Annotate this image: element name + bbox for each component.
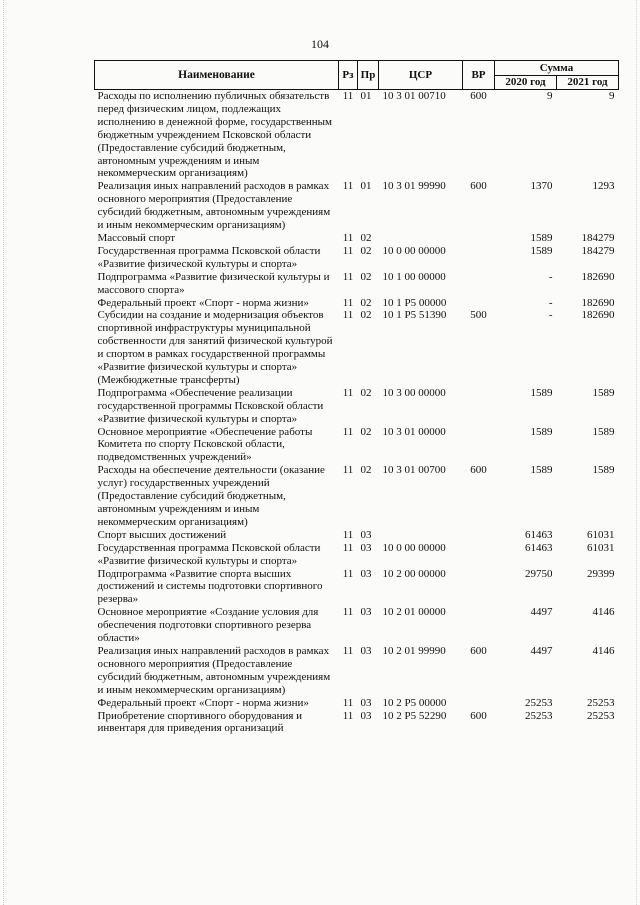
table-row — [95, 309, 619, 386]
header-year-2021: 2021 год — [557, 76, 619, 90]
row-csr: 10 1 P5 51390 — [382, 309, 447, 322]
header-sum: Сумма — [495, 61, 619, 76]
row-csr: 10 3 01 00000 — [382, 425, 446, 438]
row-vr: 600 — [470, 464, 487, 477]
row-csr: 10 1 00 00000 — [382, 270, 446, 283]
row-pr: 03 — [360, 567, 372, 580]
header-vr: ВР — [463, 61, 495, 90]
row-name: Массовый спорт — [97, 231, 176, 244]
row-csr: 10 0 00 00000 — [382, 541, 446, 554]
page-right-edge — [636, 0, 637, 905]
row-vr — [463, 568, 495, 607]
row-sum-2021: 61031 — [587, 528, 615, 541]
header-rz: Рз — [339, 61, 358, 90]
row-rz: 11 — [342, 244, 354, 257]
row-pr: 02 — [360, 425, 372, 438]
row-vr — [463, 426, 495, 465]
row-sum-2020: - — [548, 270, 553, 283]
row-name: Расходы на обеспечение деятельности (оказание услуг) государственных учреждений (Предоставление субсидий бюджетным, автономным учреждениям и иным некоммерческим организациям) — [97, 464, 325, 528]
row-name: Государственная программа Псковской области «Развитие физической культуры и спорта» — [97, 244, 321, 270]
row-pr: 02 — [360, 231, 372, 244]
row-name: Подпрограмма «Развитие спорта высших достижений и системы подготовки спортивного резерва» — [97, 567, 323, 606]
row-pr: 02 — [360, 296, 372, 309]
row-name: Спорт высших достижений — [97, 528, 227, 541]
row-sum-2021: 184279 — [581, 231, 615, 244]
row-rz: 11 — [342, 606, 354, 619]
row-sum-2020: 4497 — [530, 644, 553, 657]
row-name: Расходы по исполнению публичных обязательств перед физическим лицом, подлежащих исполнению в денежной форме, государственным бюджетным учреждением Псковской области (Предоставление субсидий бюджетным, автономным учреждениям и иным некоммерческим организациям) — [97, 90, 332, 180]
table-row — [95, 529, 619, 542]
page-left-edge — [3, 0, 4, 905]
row-csr — [379, 529, 463, 542]
header-pr: Пр — [358, 61, 379, 90]
row-sum-2021: 182690 — [581, 309, 615, 322]
row-pr: 03 — [360, 644, 372, 657]
row-csr: 10 3 01 99990 — [382, 180, 446, 193]
row-sum-2021: 29399 — [587, 567, 615, 580]
table-body — [95, 90, 619, 736]
table-row — [95, 245, 619, 271]
table-row — [95, 697, 619, 710]
table-row — [95, 297, 619, 310]
row-pr: 03 — [360, 528, 372, 541]
row-sum-2021: 4146 — [592, 644, 615, 657]
row-sum-2021: 1589 — [592, 464, 615, 477]
row-sum-2020: 29750 — [525, 567, 553, 580]
row-pr: 02 — [360, 244, 372, 257]
row-sum-2020: 1589 — [530, 464, 553, 477]
row-name: Субсидии на создание и модернизация объектов спортивной инфраструктуры муниципальной собственности для занятий физической культурой и спортом в рамках государственной программы «Развитие физической культуры и спорта» (Межбюджетные трансферты) — [97, 309, 333, 386]
row-rz: 11 — [342, 567, 354, 580]
row-sum-2020: - — [548, 296, 553, 309]
row-pr: 01 — [360, 180, 372, 193]
row-csr: 10 2 P5 52290 — [382, 709, 447, 722]
row-csr: 10 2 01 99990 — [382, 644, 446, 657]
row-csr: 10 2 01 00000 — [382, 606, 446, 619]
row-sum-2020: 1589 — [530, 231, 553, 244]
row-vr: 600 — [470, 709, 487, 722]
row-pr: 03 — [360, 541, 372, 554]
row-csr: 10 2 P5 00000 — [382, 696, 447, 709]
table-row — [95, 426, 619, 465]
row-rz: 11 — [342, 309, 354, 322]
row-vr — [463, 297, 495, 310]
row-csr: 10 2 00 00000 — [382, 567, 446, 580]
row-pr: 03 — [360, 696, 372, 709]
row-rz: 11 — [342, 464, 354, 477]
row-pr: 03 — [360, 606, 372, 619]
row-sum-2021: 1293 — [592, 180, 615, 193]
table-row — [95, 568, 619, 607]
row-rz: 11 — [342, 541, 354, 554]
row-sum-2021: 61031 — [587, 541, 615, 554]
row-sum-2021: 25253 — [587, 696, 615, 709]
table-row — [95, 645, 619, 697]
row-name: Подпрограмма «Обеспечение реализации государственной программы Псковской области «Развитие физической культуры и спорта» — [97, 386, 324, 425]
row-pr: 02 — [360, 270, 372, 283]
row-vr: 600 — [470, 90, 487, 102]
row-pr: 03 — [360, 709, 372, 722]
row-vr — [463, 529, 495, 542]
row-name: Подпрограмма «Развитие физической культуры и массового спорта» — [97, 270, 330, 296]
row-pr: 01 — [360, 90, 372, 102]
row-vr — [463, 542, 495, 568]
row-sum-2021: 25253 — [587, 709, 615, 722]
budget-table — [94, 60, 619, 735]
table-row — [95, 232, 619, 245]
header-csr: ЦСР — [379, 61, 463, 90]
row-vr: 600 — [470, 644, 487, 657]
table-row — [95, 464, 619, 529]
row-vr — [463, 606, 495, 645]
row-name: Государственная программа Псковской области «Развитие физической культуры и спорта» — [97, 541, 321, 567]
table-row — [95, 271, 619, 297]
row-name: Реализация иных направлений расходов в рамках основного мероприятия (Предоставление субсидий бюджетным, автономным учреждениям и иным некоммерческим организациям) — [97, 180, 331, 232]
row-name: Приобретение спортивного оборудования и инвентаря для приведения организаций — [97, 709, 303, 735]
row-sum-2020: 1589 — [530, 425, 553, 438]
row-sum-2021: 182690 — [581, 296, 615, 309]
row-name: Основное мероприятие «Обеспечение работы Комитета по спорту Псковской области, подведомственных учреждений» — [97, 425, 313, 464]
row-rz: 11 — [342, 425, 354, 438]
row-rz: 11 — [342, 270, 354, 283]
table-row — [95, 542, 619, 568]
row-rz: 11 — [342, 180, 354, 193]
row-csr: 10 3 01 00710 — [382, 90, 446, 102]
page-number: 104 — [311, 37, 329, 51]
row-sum-2020: 25253 — [525, 709, 553, 722]
header-year-2020: 2020 год — [495, 76, 557, 90]
header-name: Наименование — [95, 61, 339, 90]
row-vr — [463, 232, 495, 245]
row-vr — [463, 271, 495, 297]
row-pr: 02 — [360, 309, 372, 322]
row-rz: 11 — [342, 528, 354, 541]
row-rz: 11 — [342, 644, 354, 657]
row-sum-2020: 61463 — [525, 528, 553, 541]
row-sum-2021: 4146 — [592, 606, 615, 619]
row-rz: 11 — [342, 696, 354, 709]
row-sum-2021: 9 — [609, 90, 615, 102]
row-sum-2020: 1370 — [530, 180, 553, 193]
row-vr: 500 — [470, 309, 487, 322]
row-csr: 10 1 P5 00000 — [382, 296, 447, 309]
row-rz: 11 — [342, 386, 354, 399]
row-sum-2020: 1589 — [530, 386, 553, 399]
row-name: Федеральный проект «Спорт - норма жизни» — [97, 296, 309, 309]
row-rz: 11 — [342, 231, 354, 244]
row-pr: 02 — [360, 386, 372, 399]
table-row — [95, 387, 619, 426]
row-rz: 11 — [342, 90, 354, 102]
row-sum-2020: 9 — [547, 90, 553, 102]
table-row — [95, 606, 619, 645]
row-sum-2020: 61463 — [525, 541, 553, 554]
row-sum-2021: 184279 — [581, 244, 615, 257]
table-row — [95, 90, 619, 181]
row-pr: 02 — [360, 464, 372, 477]
row-sum-2020: - — [548, 309, 553, 322]
row-name: Реализация иных направлений расходов в рамках основного мероприятия (Предоставление субсидий бюджетным, автономным учреждениям и иным некоммерческим организациям) — [97, 644, 331, 696]
row-sum-2021: 182690 — [581, 270, 615, 283]
row-sum-2021: 1589 — [592, 425, 615, 438]
row-rz: 11 — [342, 709, 354, 722]
row-name: Основное мероприятие «Создание условия для обеспечения подготовки спортивного резерва области» — [97, 606, 319, 645]
row-csr: 10 0 00 00000 — [382, 244, 446, 257]
row-vr — [463, 387, 495, 426]
row-vr — [463, 697, 495, 710]
row-sum-2020: 4497 — [530, 606, 553, 619]
row-sum-2020: 25253 — [525, 696, 553, 709]
row-vr: 600 — [470, 180, 487, 193]
row-csr: 10 3 00 00000 — [382, 386, 446, 399]
row-name: Федеральный проект «Спорт - норма жизни» — [97, 696, 309, 709]
row-csr: 10 3 01 00700 — [382, 464, 446, 477]
table-row — [95, 710, 619, 736]
row-rz: 11 — [342, 296, 354, 309]
row-vr — [463, 245, 495, 271]
row-sum-2020: 1589 — [530, 244, 553, 257]
table-row — [95, 180, 619, 232]
row-csr — [379, 232, 463, 245]
row-sum-2021: 1589 — [592, 386, 615, 399]
